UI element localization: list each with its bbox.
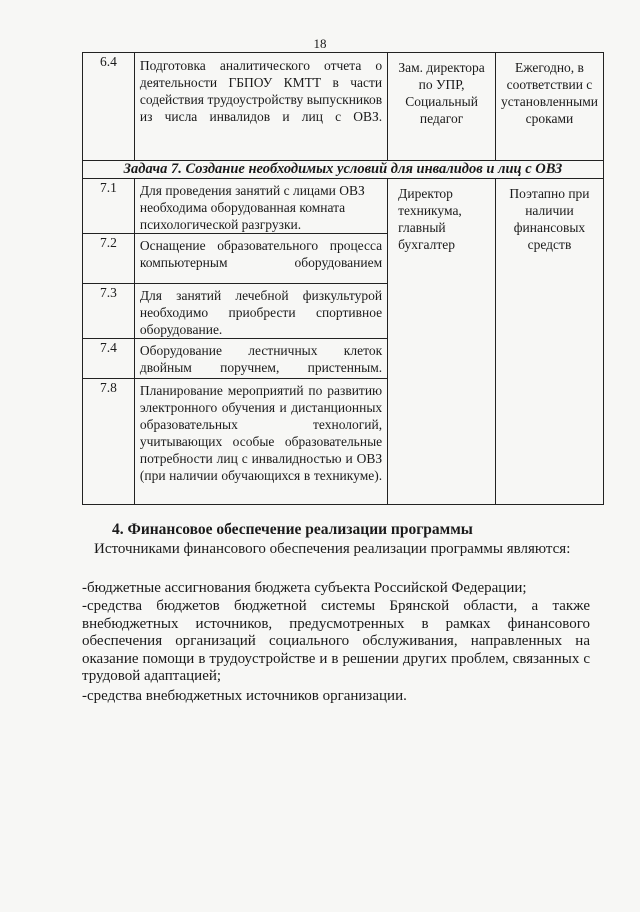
task-responsible: Директор техникума, главный бухгалтер: [388, 179, 496, 505]
row-activity: Для проведения занятий с лицами ОВЗ необходима оборудованная комната психологической разгрузки.: [134, 179, 387, 234]
list-item: -средства внебюджетных источников организации.: [82, 688, 407, 704]
row-deadline: Ежегодно, в соответствии с установленными сроками: [495, 53, 603, 161]
row-responsible: Зам. директора по УПР, Социальный педагог: [388, 53, 496, 161]
list-item: -средства бюджетов бюджетной системы Брянской области, а также внебюджетных источников, предусмотренных в рамках финансового обеспечения организаций социального обслуживания, направленных на оказание помощи в трудоустройстве и в решении других проблем, связанных с трудовой адаптацией;: [82, 598, 590, 684]
row-number: 7.2: [83, 234, 135, 284]
row-activity: Оборудование лестничных клеток двойным поручнем, пристенным.: [134, 339, 387, 379]
task-header-row: [83, 161, 604, 179]
table-row: [83, 53, 604, 161]
task-title: Задача 7. Создание необходимых условий для инвалидов и лиц с ОВЗ: [83, 161, 604, 179]
page-number: 18: [313, 36, 327, 51]
row-number: 7.8: [83, 379, 135, 505]
list-item: -бюджетные ассигнования бюджета субъекта Российской Федерации;: [82, 580, 527, 596]
row-activity: Для занятий лечебной физкультурой необходимо приобрести спортивное оборудование.: [134, 284, 387, 339]
task-deadline: Поэтапно при наличии финансовых средств: [495, 179, 603, 505]
row-number: 6.4: [83, 53, 135, 161]
row-activity: Подготовка аналитического отчета о деятельности ГБПОУ КМТТ в части содействия трудоустройству выпускников из числа инвалидов и лиц с ОВЗ.: [134, 53, 387, 161]
row-number: 7.4: [83, 339, 135, 379]
row-activity: Планирование мероприятий по развитию электронного обучения и дистанционных образовательных технологий, учитывающих особые образовательные потребности лиц с инвалидностью и ОВЗ (при наличии обучающихся в техникуме).: [134, 379, 387, 505]
row-number: 7.3: [83, 284, 135, 339]
row-activity: Оснащение образовательного процесса компьютерным оборудованием: [134, 234, 387, 284]
section-intro: Источниками финансового обеспечения реализации программы являются:: [94, 541, 571, 557]
row-number: 7.1: [83, 179, 135, 234]
table-row: [83, 179, 604, 234]
section-heading: 4. Финансовое обеспечение реализации программы: [112, 521, 473, 538]
measures-table: [82, 52, 604, 505]
